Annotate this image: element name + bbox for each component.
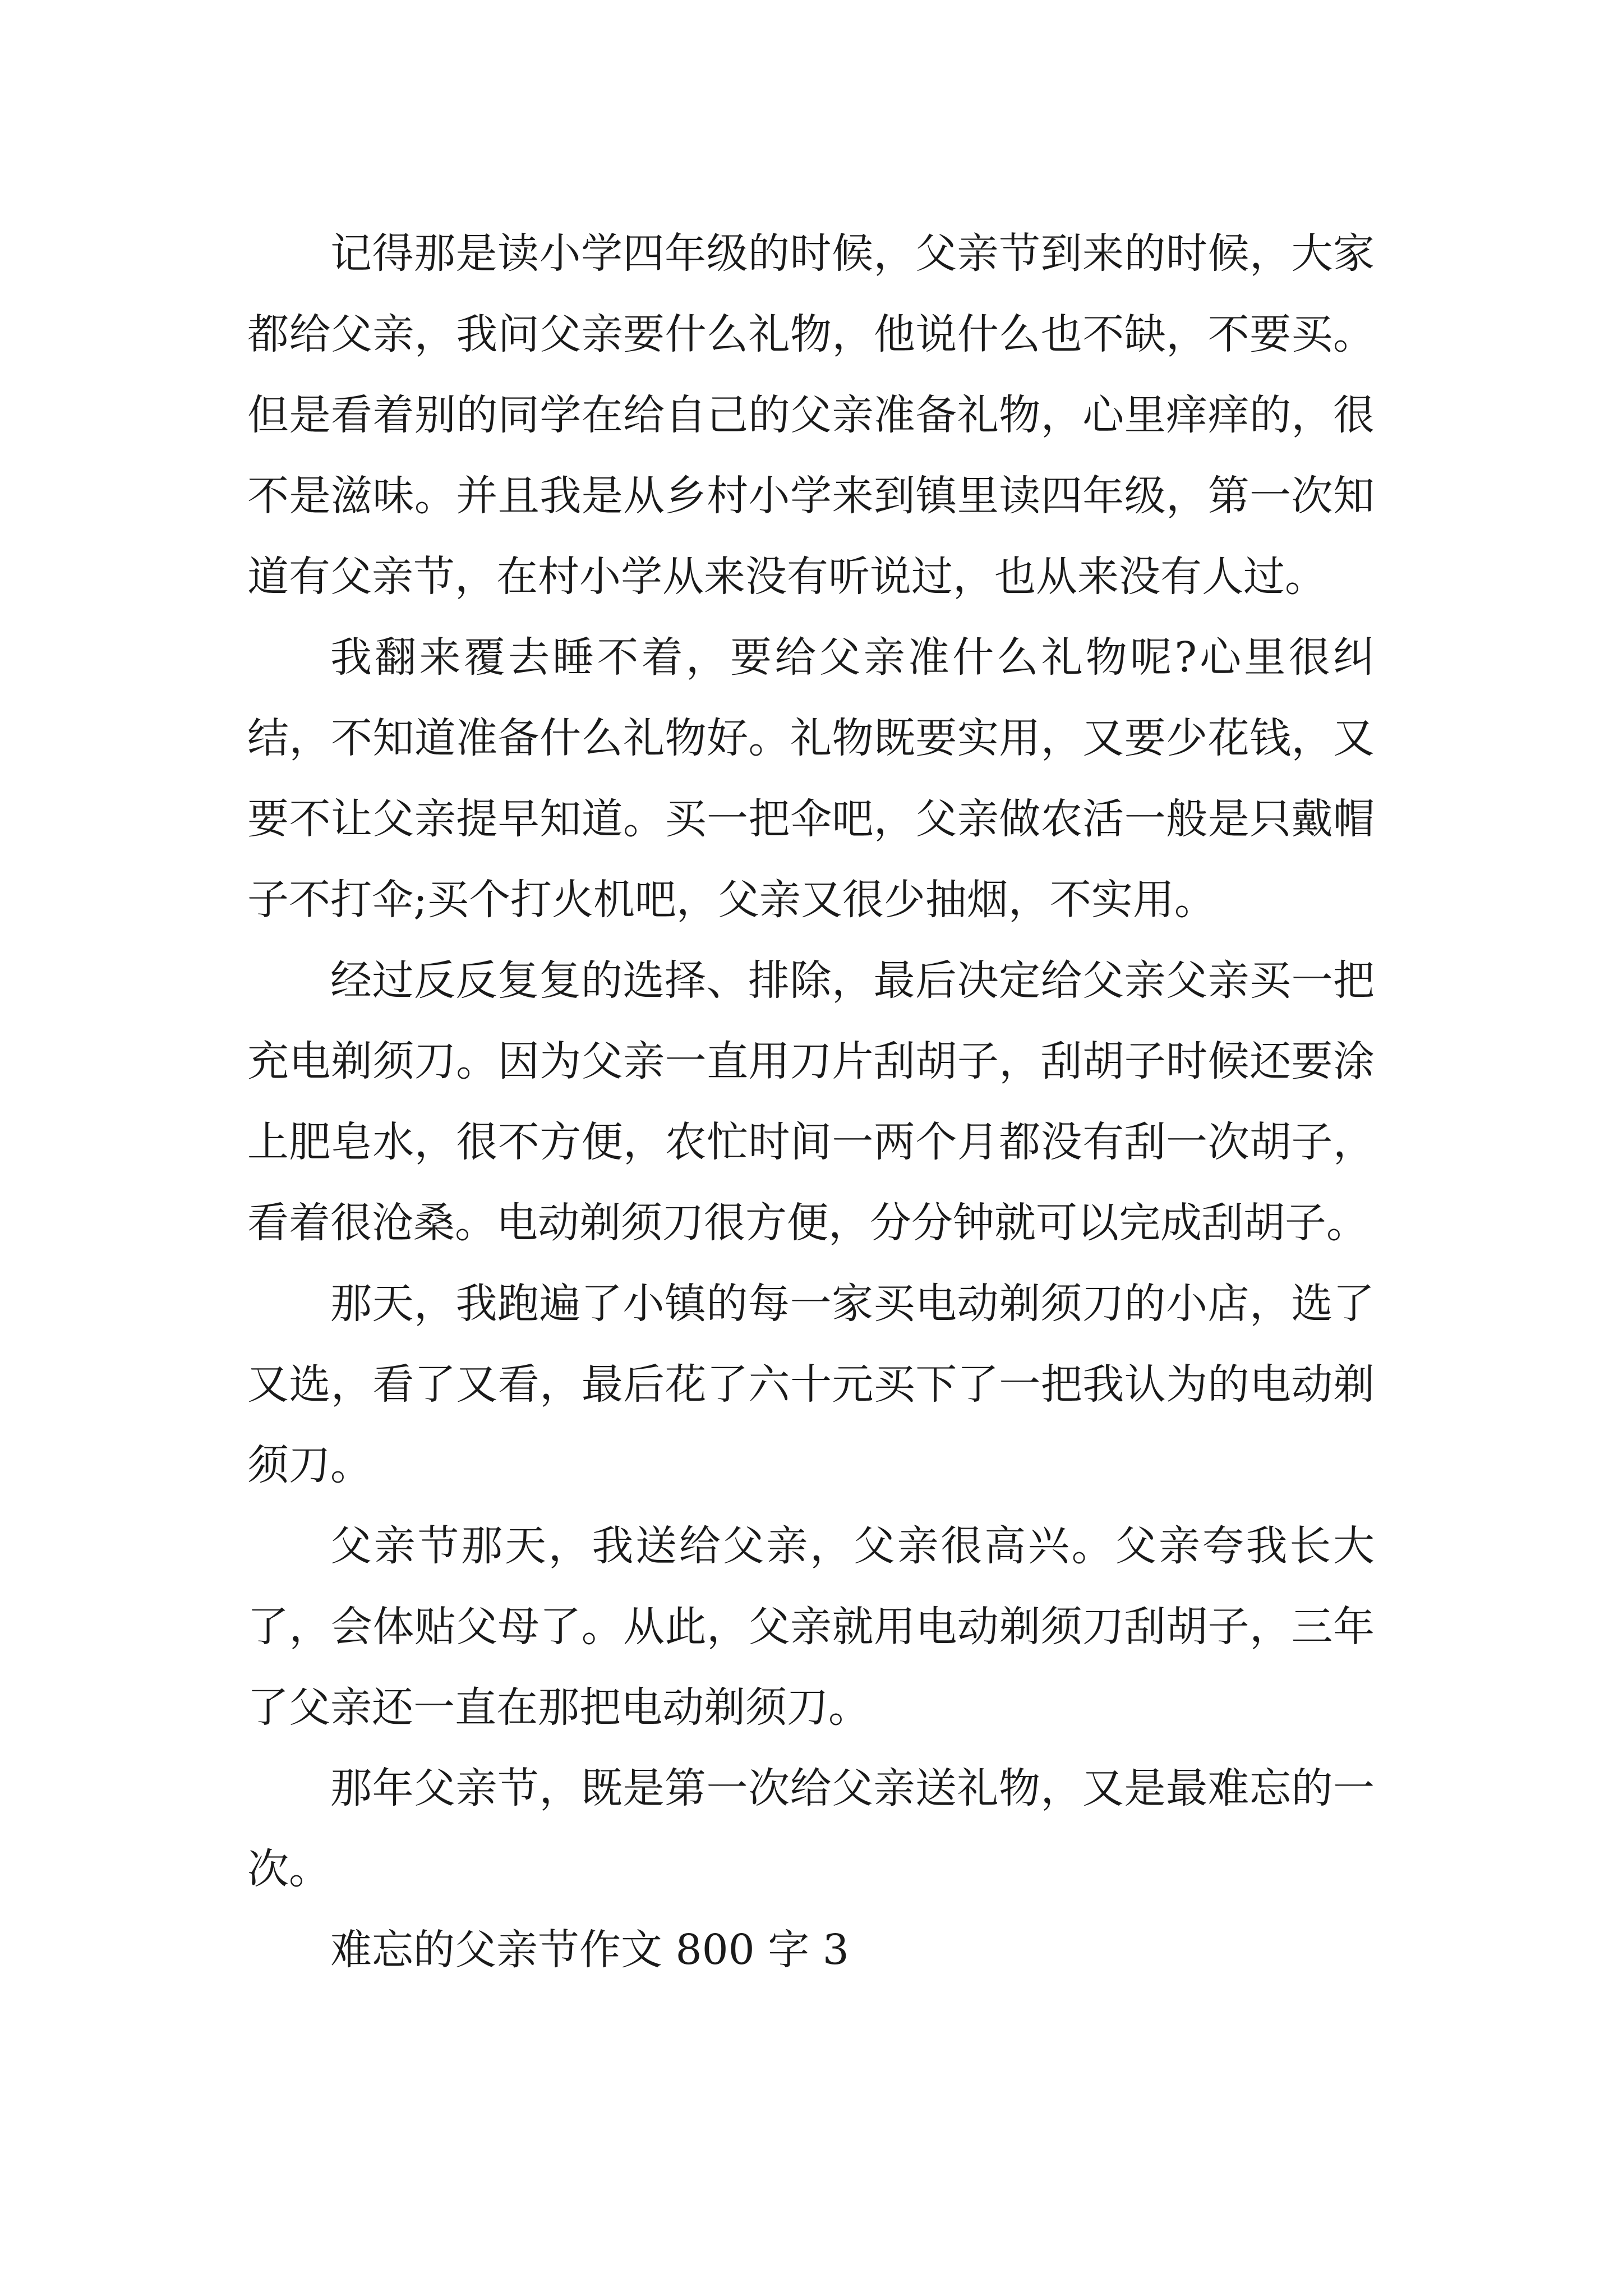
paragraph-6: 那年父亲节，既是第一次给父亲送礼物，又是最难忘的一次。 xyxy=(247,1764,1375,1893)
document-body xyxy=(247,213,1375,1990)
paragraph-3: 经过反反复复的选择、排除，最后决定给父亲父亲买一把充电剃须刀。因为父亲一直用刀片刮胡子，刮胡子时候还要涂上肥皂水，很不方便，农忙时间一两个月都没有刮一次胡子，看着很沧桑。电动剃须刀很方便，分分钟就可以完成刮胡子。 xyxy=(247,956,1375,1247)
paragraph-4: 那天，我跑遍了小镇的每一家买电动剃须刀的小店，选了又选，看了又看，最后花了六十元买下了一把我认为的电动剃须刀。 xyxy=(247,1280,1375,1489)
paragraph-5: 父亲节那天，我送给父亲，父亲很高兴。父亲夸我长大了，会体贴父母了。从此，父亲就用电动剃须刀刮胡子，三年了父亲还一直在那把电动剃须刀。 xyxy=(247,1522,1375,1732)
paragraph-2: 我翻来覆去睡不着，要给父亲准什么礼物呢?心里很纠结，不知道准备什么礼物好。礼物既要实用，又要少花钱，又要不让父亲提早知道。买一把伞吧，父亲做农活一般是只戴帽子不打伞;买个打火机吧，父亲又很少抽烟，不实用。 xyxy=(247,633,1375,924)
section-heading: 难忘的父亲节作文 800 字 3 xyxy=(330,1926,849,1974)
paragraph-1: 记得那是读小学四年级的时候，父亲节到来的时候，大家都给父亲，我问父亲要什么礼物，他说什么也不缺，不要买。但是看着别的同学在给自己的父亲准备礼物，心里痒痒的，很不是滋味。并且我是从乡村小学来到镇里读四年级，第一次知道有父亲节，在村小学从来没有听说过，也从来没有人过。 xyxy=(247,229,1375,601)
